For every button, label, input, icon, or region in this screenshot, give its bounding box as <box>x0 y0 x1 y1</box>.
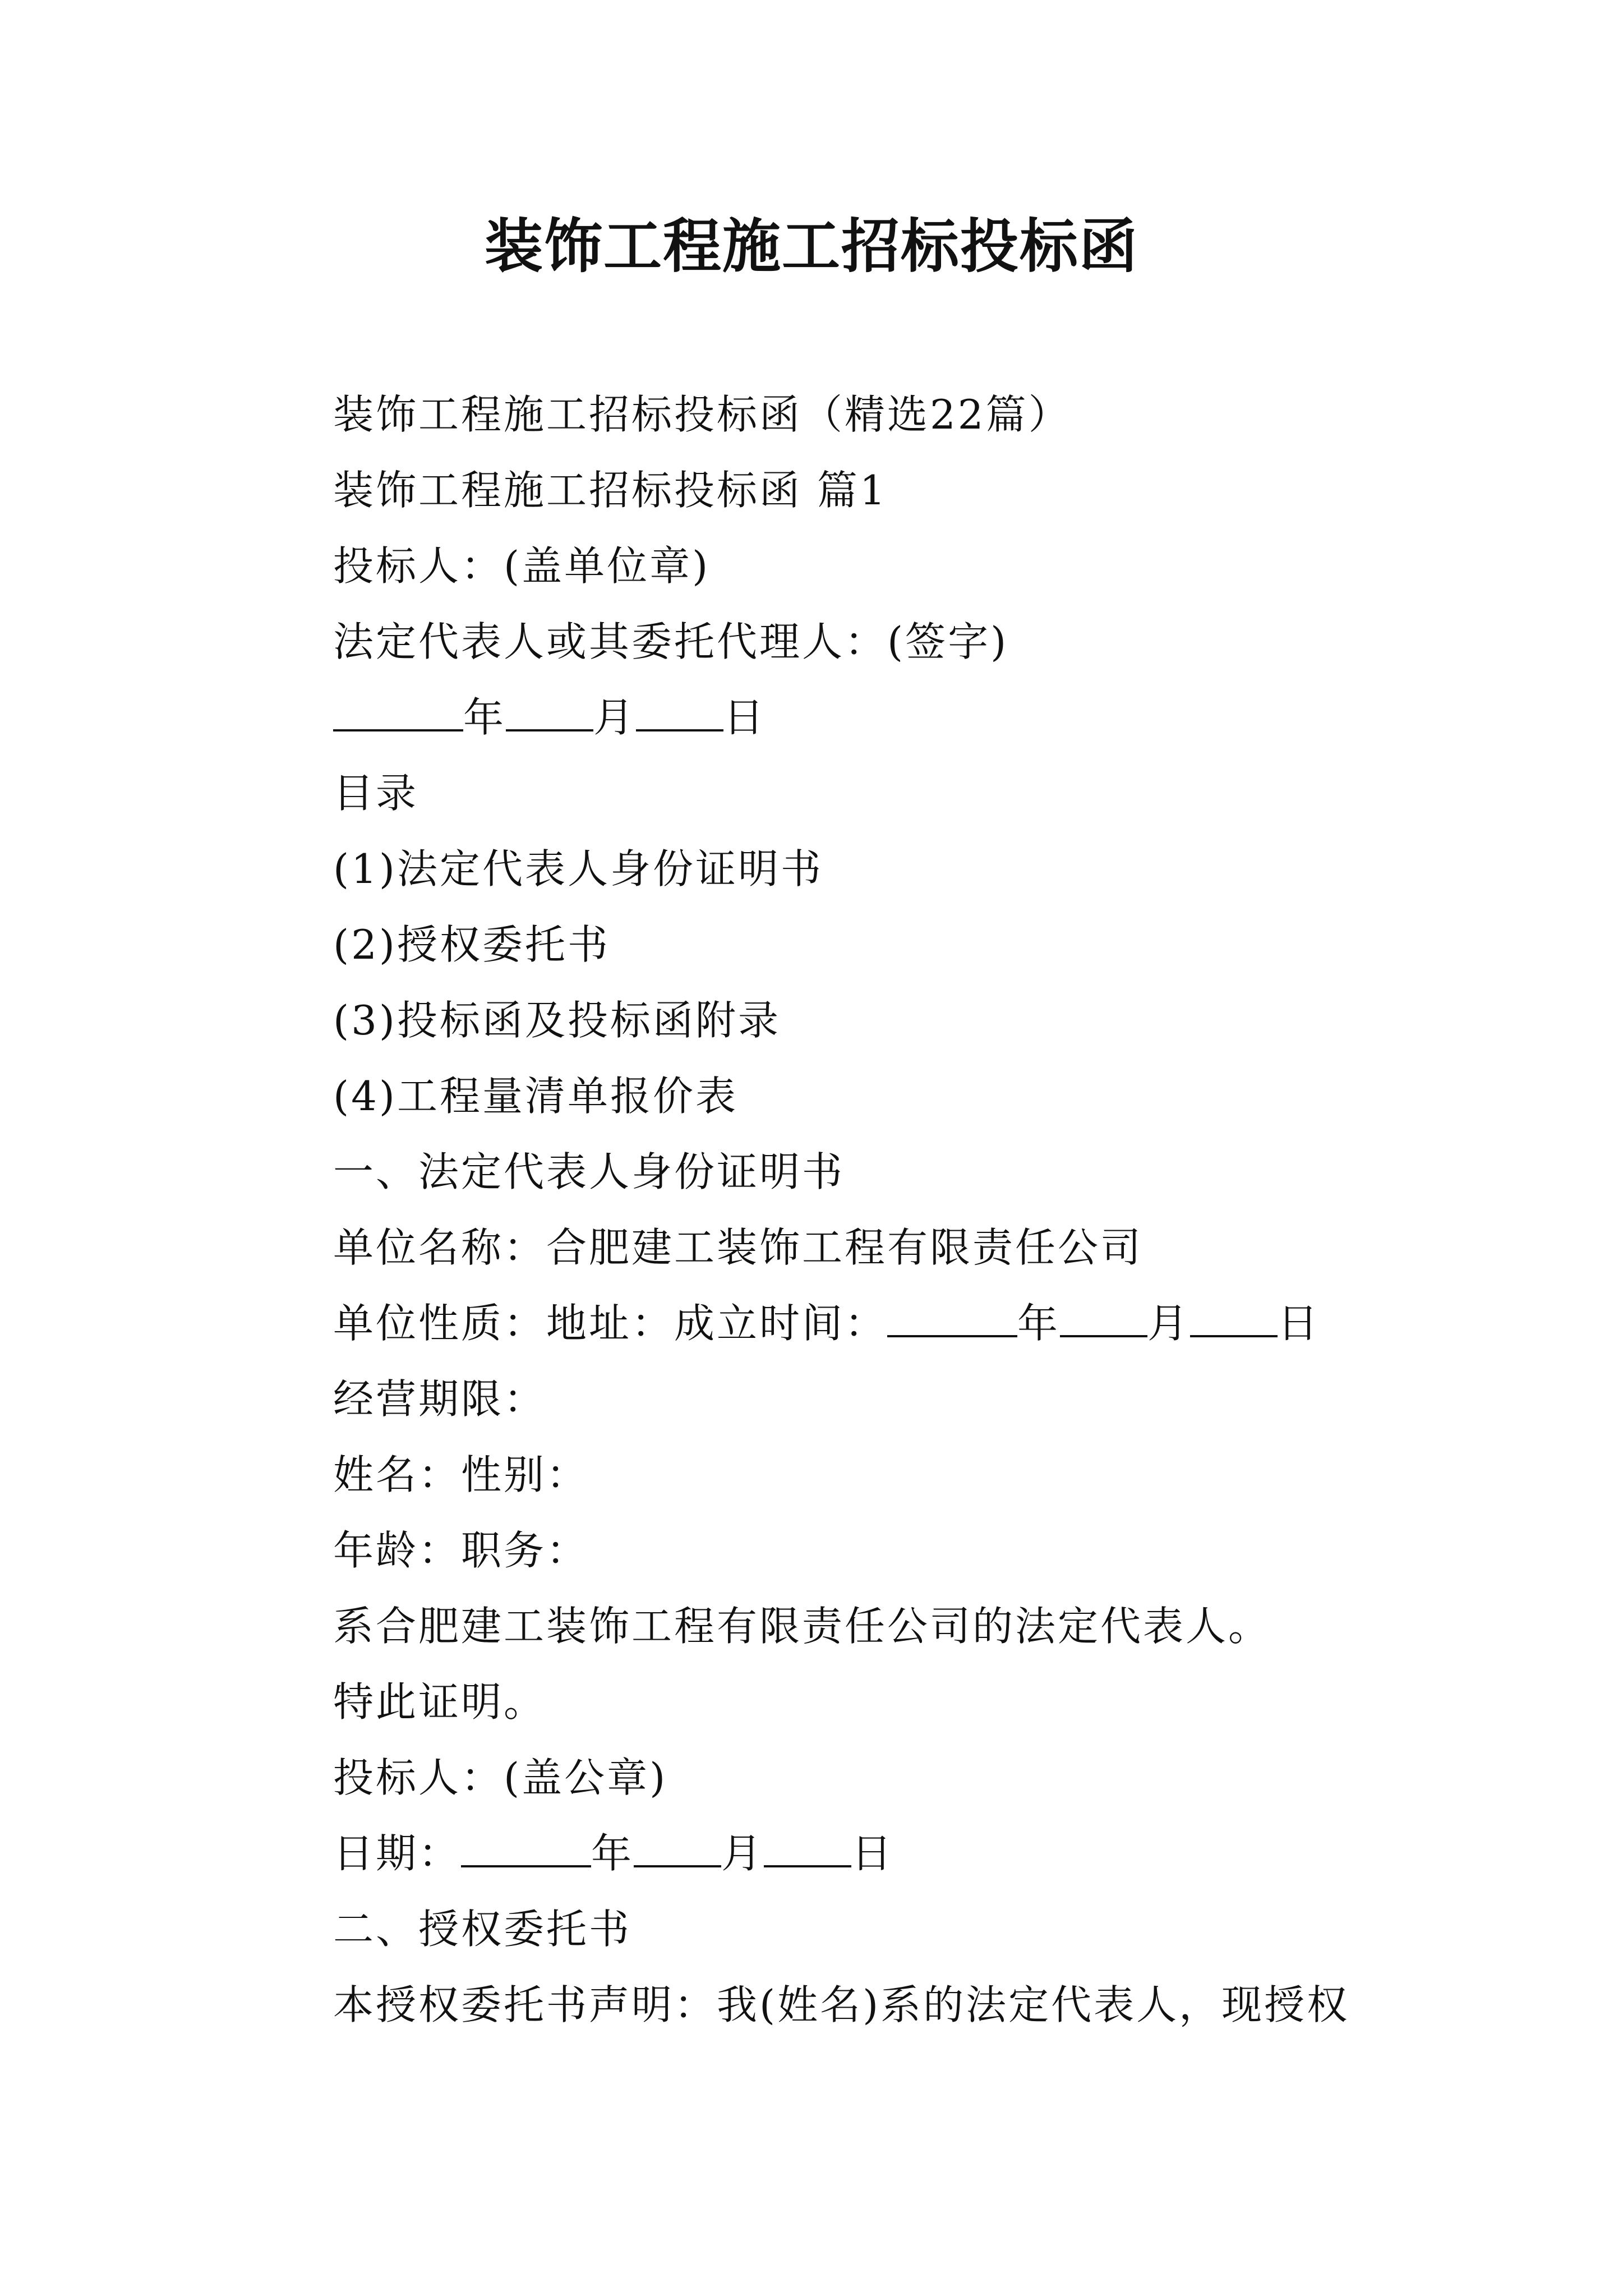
day-label: 日 <box>1278 1300 1321 1347</box>
month-blank <box>634 1818 721 1867</box>
day-blank <box>636 682 723 731</box>
authorization-statement-line: 本授权委托书声明：我(姓名)系的法定代表人，现授权 <box>333 1981 1350 2028</box>
company-info-label: 单位性质：地址：成立时间： <box>333 1300 888 1347</box>
toc-item-2: (2)授权委托书 <box>333 921 610 968</box>
day-label: 日 <box>851 1830 895 1877</box>
day-label: 日 <box>723 694 767 741</box>
day-blank <box>764 1818 851 1867</box>
year-label: 年 <box>463 694 506 741</box>
date-label: 日期： <box>333 1830 462 1877</box>
year-label: 年 <box>1017 1300 1061 1347</box>
month-label: 月 <box>721 1830 764 1877</box>
date-blank-line <box>333 680 1455 756</box>
year-label: 年 <box>591 1830 634 1877</box>
toc-item-3: (3)投标函及投标函附录 <box>333 997 781 1044</box>
age-position-line: 年龄：职务： <box>333 1527 589 1574</box>
toc-item-4: (4)工程量清单报价表 <box>333 1073 738 1120</box>
document-title: 装饰工程施工招标投标函 <box>484 211 1138 280</box>
statement-line: 系合肥建工装饰工程有限责任公司的法定代表人。 <box>333 1603 1271 1650</box>
document-body <box>333 377 1455 2043</box>
bidder-seal-line: 投标人：(盖公章) <box>333 1754 668 1801</box>
bidder-line: 投标人：(盖单位章) <box>333 542 711 590</box>
day-blank <box>1190 1288 1278 1337</box>
operating-period-line: 经营期限： <box>333 1375 547 1423</box>
company-info-line <box>333 1286 1455 1361</box>
certification-line: 特此证明。 <box>333 1678 547 1726</box>
representative-line: 法定代表人或其委托代理人：(签字) <box>333 618 1009 665</box>
toc-item-1: (1)法定代表人身份证明书 <box>333 845 823 892</box>
month-blank <box>506 682 593 731</box>
toc-heading: 目录 <box>333 770 419 817</box>
date-line <box>333 1816 1455 1892</box>
year-blank <box>461 1818 591 1867</box>
section-heading-identity: 一、法定代表人身份证明书 <box>333 1148 845 1195</box>
company-name-line: 单位名称：合肥建工装饰工程有限责任公司 <box>333 1224 1144 1271</box>
subtitle-line: 装饰工程施工招标投标函（精选22篇） <box>333 391 1071 438</box>
year-blank <box>333 682 463 731</box>
month-label: 月 <box>1147 1300 1191 1347</box>
name-gender-line: 姓名：性别： <box>333 1451 589 1498</box>
section-heading-1: 装饰工程施工招标投标函 篇1 <box>333 467 888 514</box>
section-heading-authorization: 二、授权委托书 <box>333 1906 632 1953</box>
month-label: 月 <box>593 694 637 741</box>
month-blank <box>1060 1288 1147 1337</box>
year-blank <box>887 1288 1017 1337</box>
